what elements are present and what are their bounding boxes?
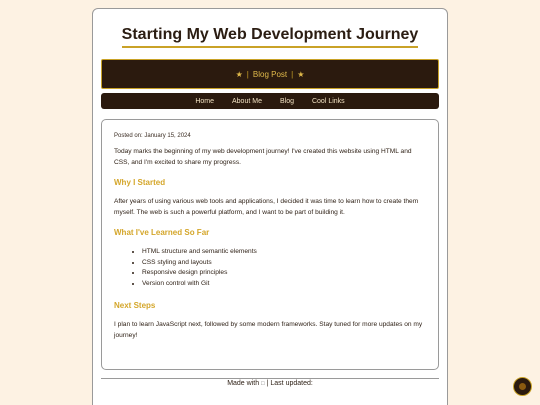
list-item: • CSS styling and layouts xyxy=(142,258,426,269)
list-item: • HTML structure and semantic elements xyxy=(142,247,426,258)
post-intro: Today marks the beginning of my web development journey! I've created this website using HTML and CSS, and I'm excited to share my progress. xyxy=(114,148,412,166)
learned-list xyxy=(114,247,426,289)
nav-link-about-me[interactable]: About Me xyxy=(232,97,262,105)
banner-separator: | xyxy=(246,69,249,79)
page-title xyxy=(93,26,447,48)
page-title-text: Starting My Web Development Journey xyxy=(122,26,419,48)
list-item: • Version control with Git xyxy=(142,279,426,290)
nav-link-cool-links[interactable]: Cool Links xyxy=(311,97,345,105)
banner-separator: | xyxy=(291,69,294,79)
section-heading-next-steps: Next Steps xyxy=(114,301,156,311)
footer-divider xyxy=(101,378,439,379)
section-heading-why-i-started: Why I Started xyxy=(114,178,166,188)
star-icon: ★ xyxy=(235,69,243,79)
nav-link-home[interactable]: Home xyxy=(195,97,214,105)
page-footer xyxy=(0,380,540,387)
blog-post-article xyxy=(101,119,439,370)
post-date: Posted on: January 15, 2024 xyxy=(114,133,191,139)
section-heading-learned-so-far: What I've Learned So Far xyxy=(114,228,210,238)
theme-toggle-icon xyxy=(519,383,526,390)
blog-post-banner xyxy=(101,59,439,89)
footer-last-updated: | Last updated: xyxy=(266,380,313,387)
banner-label: Blog Post xyxy=(252,69,288,79)
main-nav xyxy=(101,93,439,109)
page-card xyxy=(92,8,448,405)
section-body-why-i-started: After years of using various web tools and applications, I decided it was time to learn how to create them myself. The web is such a powerful platform, and I want to be part of building it. xyxy=(114,198,419,216)
star-icon: ★ xyxy=(297,69,305,79)
list-item: • Responsive design principles xyxy=(142,268,426,279)
footer-made-with: Made with xyxy=(227,380,260,387)
section-body-next-steps: I plan to learn JavaScript next, followed by some modern frameworks. Stay tuned for more updates on my journey! xyxy=(114,321,423,339)
floating-action-button[interactable] xyxy=(513,377,532,396)
heart-icon: □ xyxy=(261,381,265,387)
nav-link-blog[interactable]: Blog xyxy=(279,97,294,105)
